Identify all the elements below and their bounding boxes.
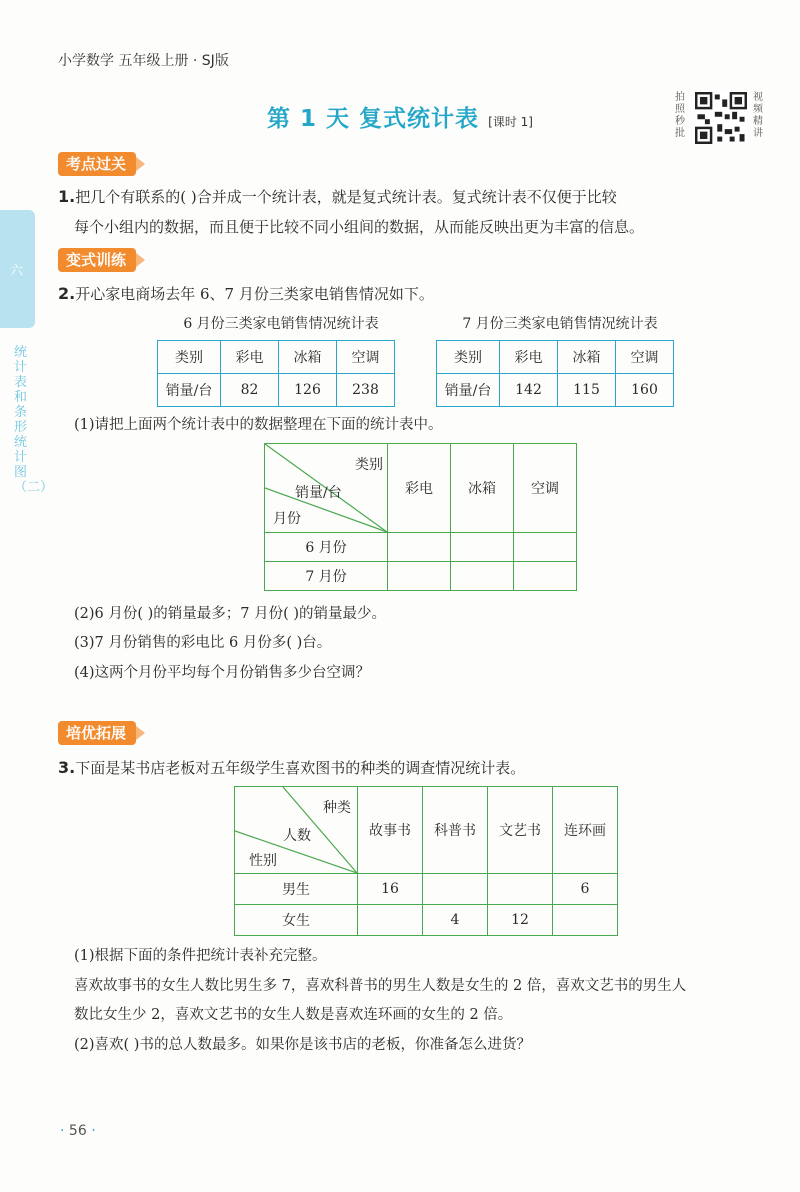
diag-label-top: 种类	[323, 800, 351, 816]
table-cell: 16	[358, 874, 423, 905]
q2-part1: (1)请把上面两个统计表中的数据整理在下面的统计表中。	[74, 417, 443, 433]
table-row	[235, 905, 618, 936]
table-cell: 文艺书	[488, 787, 553, 874]
section-label-3: 培优拓展	[58, 721, 136, 745]
q1-line1: 把几个有联系的( )合并成一个统计表，就是复式统计表。复式统计表不仅便于比较	[75, 188, 617, 206]
q2-part3: (3)7 月份销售的彩电比 6 月份多( )台。	[74, 635, 332, 651]
table-cell: 空调	[514, 444, 577, 533]
table-row	[437, 374, 674, 407]
q2-number: 2.	[58, 284, 76, 303]
table-cell[interactable]	[553, 905, 618, 936]
chapter-tab	[0, 210, 35, 328]
table-row	[158, 374, 395, 407]
q3-number: 3.	[58, 758, 76, 777]
table7-caption: 7 月份三类家电销售情况统计表	[462, 316, 658, 332]
chapter-title-vertical: 统计表和条形统计图（二）	[14, 345, 54, 495]
q3-part1: (1)根据下面的条件把统计表补充完整。	[74, 948, 327, 964]
q3-intro: 下面是某书店老板对五年级学生喜欢图书的种类的调查情况统计表。	[75, 759, 526, 777]
q1-line2: 每个小组内的数据，而且便于比较不同小组间的数据，从而能反映出更为丰富的信息。	[74, 218, 645, 236]
table-cell: 类别	[158, 341, 221, 374]
table-cell: 160	[616, 374, 674, 407]
question-1	[58, 182, 778, 242]
table-cell: 科普书	[423, 787, 488, 874]
table-cell: 82	[221, 374, 279, 407]
table-cell: 空调	[616, 341, 674, 374]
table-cell: 115	[558, 374, 616, 407]
qr-right-caption: 视频精讲	[753, 92, 763, 139]
table-cell: 142	[500, 374, 558, 407]
table-row	[437, 341, 674, 374]
table-books	[234, 786, 618, 936]
page-number-value: 56	[68, 1123, 87, 1139]
section-label-1: 考点过关	[58, 152, 136, 176]
table-cell: 冰箱	[558, 341, 616, 374]
book-header: 小学数学 五年级上册 · SJ版	[58, 53, 229, 69]
table-cell[interactable]	[388, 533, 451, 562]
table-cell[interactable]	[514, 533, 577, 562]
table-cell: 彩电	[388, 444, 451, 533]
q2-part2: (2)6 月份( )的销量最多；7 月份( )的销量最少。	[74, 606, 387, 622]
table-cell[interactable]	[451, 533, 514, 562]
q3-condition-2: 数比女生少 2，喜欢文艺书的女生人数是喜欢连环画的女生的 2 倍。	[74, 1007, 513, 1023]
diag-label-bottom: 月份	[273, 511, 301, 527]
table-july	[436, 340, 674, 407]
table-row	[265, 444, 577, 533]
table-june	[157, 340, 395, 407]
table-cell: 6 月份	[265, 533, 388, 562]
table-cell: 故事书	[358, 787, 423, 874]
diagonal-header-cell	[235, 787, 358, 874]
table-cell: 238	[337, 374, 395, 407]
table-row	[265, 533, 577, 562]
dot-icon: ·	[91, 1123, 96, 1139]
table-cell: 销量/台	[437, 374, 500, 407]
table-row	[158, 341, 395, 374]
table6-caption: 6 月份三类家电销售情况统计表	[183, 316, 379, 332]
qr-code-icon[interactable]	[695, 92, 747, 144]
table-cell: 126	[279, 374, 337, 407]
section-label-2: 变式训练	[58, 248, 136, 272]
dot-icon: ·	[60, 1123, 65, 1139]
table-cell: 4	[423, 905, 488, 936]
table-cell: 连环画	[553, 787, 618, 874]
diag-label-top: 类别	[355, 457, 383, 473]
q2-intro: 开心家电商场去年 6、7 月份三类家电销售情况如下。	[75, 285, 434, 303]
q3-condition-1: 喜欢故事书的女生人数比男生多 7，喜欢科普书的男生人数是女生的 2 倍，喜欢文艺书的男生人	[74, 978, 687, 994]
diag-label-mid: 销量/台	[295, 485, 342, 501]
table-cell[interactable]	[358, 905, 423, 936]
table-cell: 冰箱	[451, 444, 514, 533]
table-cell: 彩电	[221, 341, 279, 374]
table-row	[235, 874, 618, 905]
q3-intro-line	[58, 753, 525, 783]
table-cell[interactable]	[514, 562, 577, 591]
qr-left-caption: 拍照秒批	[675, 92, 685, 139]
table-row	[265, 562, 577, 591]
q2-part4: (4)这两个月份平均每个月份销售多少台空调？	[74, 665, 371, 681]
table-cell[interactable]	[423, 874, 488, 905]
table-cell: 彩电	[500, 341, 558, 374]
table-cell: 男生	[235, 874, 358, 905]
diag-label-bottom: 性别	[249, 853, 277, 869]
table-cell[interactable]	[488, 874, 553, 905]
q2-intro-line	[58, 279, 434, 309]
table-cell: 冰箱	[279, 341, 337, 374]
table-cell[interactable]	[388, 562, 451, 591]
q3-part2: (2)喜欢( )书的总人数最多。如果你是该书店的老板，你准备怎么进货？	[74, 1037, 531, 1053]
title-lesson: [课时 1]	[488, 115, 533, 129]
diagonal-header-cell	[265, 444, 388, 533]
table-cell: 销量/台	[158, 374, 221, 407]
table-cell: 类别	[437, 341, 500, 374]
table-cell: 6	[553, 874, 618, 905]
table-combined	[264, 443, 577, 591]
page-number	[60, 1123, 96, 1139]
diag-label-mid: 人数	[283, 828, 311, 844]
table-cell: 7 月份	[265, 562, 388, 591]
table-cell[interactable]	[451, 562, 514, 591]
title-main: 第 1 天 复式统计表	[267, 106, 480, 132]
table-cell: 12	[488, 905, 553, 936]
chapter-tab-label: 六	[10, 264, 24, 279]
table-cell: 女生	[235, 905, 358, 936]
q1-number: 1.	[58, 187, 76, 206]
table-row	[235, 787, 618, 874]
table-cell: 空调	[337, 341, 395, 374]
